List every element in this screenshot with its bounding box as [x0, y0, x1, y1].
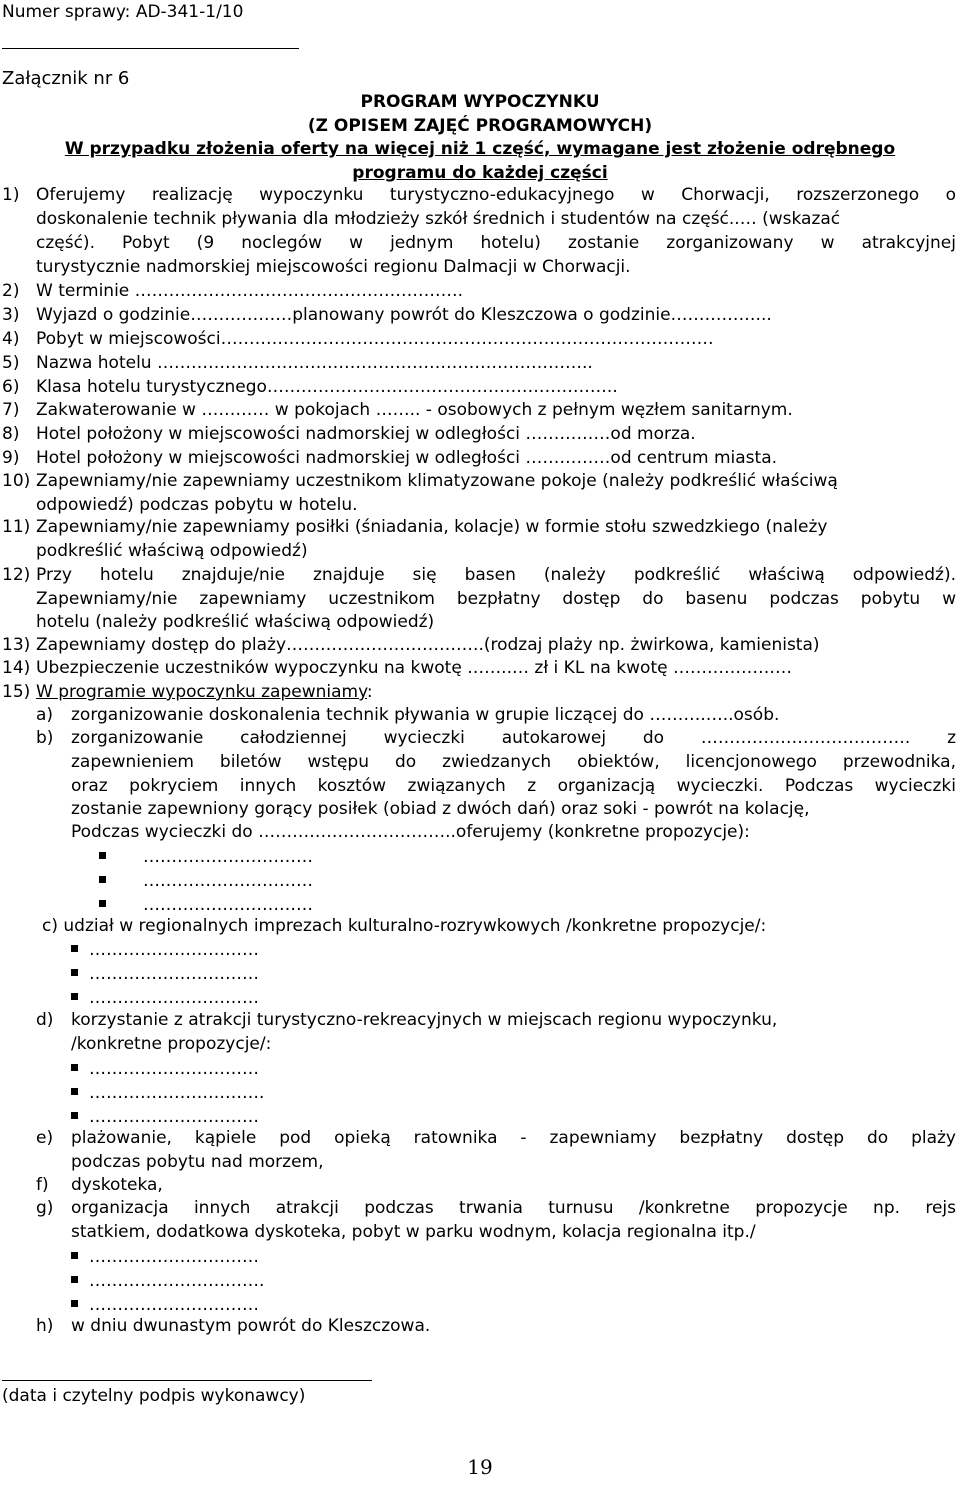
- bullet-marker: [71, 945, 78, 952]
- item-6-number: 6): [2, 377, 20, 397]
- item-7-number: 7): [2, 400, 20, 420]
- item-11-number: 11): [2, 517, 31, 537]
- item-6-text: Klasa hotelu turystycznego……………………………………………………..: [36, 377, 618, 397]
- title-line-4: programu do każdej części: [352, 163, 608, 183]
- sub-c-text: c) udział w regionalnych imprezach kulturalno-rozrywkowych /konkretne propozycje/:: [42, 916, 767, 936]
- item-2-text: W terminie ………………………………………………….: [36, 281, 464, 301]
- sub-g-line-2: statkiem, dodatkowa dyskoteka, pobyt w parku wodnym, kolacja regionalna itp./: [71, 1222, 756, 1242]
- item-15-underlined: W programie wypoczynku zapewniamy: [36, 682, 367, 702]
- case-number: Numer sprawy: AD-341-1/10: [2, 2, 244, 22]
- sub-b-bullet-2: …………………………: [143, 871, 313, 891]
- item-1-line-4: turystycznie nadmorskiej miejscowości regionu Dalmacji w Chorwacji.: [36, 257, 631, 277]
- item-9-text: Hotel położony w miejscowości nadmorskiej w odległości ……………od centrum miasta.: [36, 448, 778, 468]
- sub-g-line-1: organizacja innych atrakcji podczas trwania turnusu /konkretne propozycje np. rejs: [71, 1198, 956, 1218]
- sub-f-text: dyskoteka,: [71, 1175, 163, 1195]
- title-line-3: W przypadku złożenia oferty na więcej niż 1 część, wymagane jest złożenie odrębnego: [64, 139, 896, 159]
- item-1-number: 1): [2, 185, 20, 205]
- item-5-number: 5): [2, 353, 20, 373]
- sub-c-bullet-2: …………………………: [89, 964, 259, 984]
- item-8-text: Hotel położony w miejscowości nadmorskiej w odległości ……………od morza.: [36, 424, 696, 444]
- signature-caption: (data i czytelny podpis wykonawcy): [2, 1386, 306, 1406]
- sub-b-bullet-3: …………………………: [143, 895, 313, 915]
- bullet-marker: [71, 1112, 78, 1119]
- bullet-marker: [71, 1252, 78, 1259]
- sub-b-bullet-1: …………………………: [143, 847, 313, 867]
- item-12-number: 12): [2, 565, 31, 585]
- title-line-2: (Z OPISEM ZAJĘĆ PROGRAMOWYCH): [307, 116, 653, 136]
- sub-c-bullet-3: …………………………: [89, 988, 259, 1008]
- item-13-number: 13): [2, 635, 31, 655]
- sub-g-letter: g): [36, 1198, 54, 1218]
- bullet-marker: [71, 1300, 78, 1307]
- item-1-line-1: Oferujemy realizację wypoczynku turystyczno-edukacyjnego w Chorwacji, rozszerzonego o: [36, 185, 956, 205]
- item-9-number: 9): [2, 448, 20, 468]
- item-15-number: 15): [2, 682, 31, 702]
- item-12-line-1: Przy hotelu znajduje/nie znajduje się basen (należy podkreślić właściwą odpowiedź).: [36, 565, 956, 585]
- sub-b-line-3: oraz pokryciem innych kosztów związanych z organizacją wycieczki. Podczas wycieczki: [71, 776, 956, 796]
- item-8-number: 8): [2, 424, 20, 444]
- sub-b-line-2: zapewnieniem biletów wstępu do zwiedzanych obiektów, licencjonowego przewodnika,: [71, 752, 956, 772]
- item-11-line-1: Zapewniamy/nie zapewniamy posiłki (śniadania, kolacje) w formie stołu szwedzkiego (należy: [36, 517, 828, 537]
- sub-d-letter: d): [36, 1010, 54, 1030]
- item-15-colon: :: [366, 682, 373, 702]
- sub-g-bullet-3: …………………………: [89, 1295, 259, 1315]
- item-7-text: Zakwaterowanie w ………… w pokojach …….. - osobowych z pełnym węzłem sanitarnym.: [36, 400, 793, 420]
- sub-e-line-1: plażowanie, kąpiele pod opieką ratownika - zapewniamy bezpłatny dostęp do plaży: [71, 1128, 956, 1148]
- sub-d-bullet-2: ………………………….: [89, 1083, 265, 1103]
- item-4-number: 4): [2, 329, 20, 349]
- sub-d-bullet-3: …………………………: [89, 1107, 259, 1127]
- item-12-line-2: Zapewniamy/nie zapewniamy uczestnikom bezpłatny dostęp do basenu podczas pobytu w: [36, 589, 956, 609]
- item-14-number: 14): [2, 658, 31, 678]
- bullet-marker: [71, 1276, 78, 1283]
- item-5-text: Nazwa hotelu …………………………………………………………………..: [36, 353, 593, 373]
- sub-h-letter: h): [36, 1316, 54, 1336]
- sub-b-line-5: Podczas wycieczki do ……………………………..oferujemy (konkretne propozycje):: [71, 822, 750, 842]
- attachment-label: Załącznik nr 6: [2, 68, 130, 89]
- bullet-marker: [99, 900, 106, 907]
- bullet-marker: [71, 993, 78, 1000]
- sub-d-line-1: korzystanie z atrakcji turystyczno-rekreacyjnych w miejscach regionu wypoczynku,: [71, 1010, 778, 1030]
- sub-g-bullet-1: …………………………: [89, 1247, 259, 1267]
- item-2-number: 2): [2, 281, 20, 301]
- item-1-line-2: doskonalenie technik pływania dla młodzieży szkół średnich i studentów na część..… (wskazać: [36, 209, 841, 229]
- item-14-text: Ubezpieczenie uczestników wypoczynku na kwotę ……..… zł i KL na kwotę …………………: [36, 658, 792, 678]
- title-line-1: PROGRAM WYPOCZYNKU: [360, 92, 600, 112]
- bullet-marker: [71, 1064, 78, 1071]
- sub-a-letter: a): [36, 705, 54, 725]
- sub-f-letter: f): [36, 1175, 49, 1195]
- item-10-line-2: odpowiedź) podczas pobytu w hotelu.: [36, 495, 358, 515]
- sub-e-line-2: podczas pobytu nad morzem,: [71, 1152, 324, 1172]
- bullet-marker: [99, 876, 106, 883]
- sub-d-line-2: /konkretne propozycje/:: [71, 1034, 272, 1054]
- bullet-marker: [71, 1088, 78, 1095]
- item-3-text: Wyjazd o godzinie………………planowany powrót do Kleszczowa o godzinie……………...: [36, 305, 772, 325]
- sub-b-letter: b): [36, 728, 54, 748]
- sub-a-text: zorganizowanie doskonalenia technik pływania w grupie liczącej do ……….…..osób.: [71, 705, 780, 725]
- item-3-number: 3): [2, 305, 20, 325]
- item-4-text: Pobyt w miejscowości……………………………………………………………………………: [36, 329, 714, 349]
- sub-c-bullet-1: …………………………: [89, 940, 259, 960]
- item-10-line-1: Zapewniamy/nie zapewniamy uczestnikom klimatyzowane pokoje (należy podkreślić właściwą: [36, 471, 838, 491]
- sub-h-text: w dniu dwunastym powrót do Kleszczowa.: [71, 1316, 431, 1336]
- sub-e-letter: e): [36, 1128, 54, 1148]
- page-number: 19: [467, 1455, 493, 1479]
- signature-rule: [2, 1380, 372, 1381]
- sub-d-bullet-1: …………………………: [89, 1059, 259, 1079]
- bullet-marker: [99, 852, 106, 859]
- sub-g-bullet-2: ………………………….: [89, 1271, 265, 1291]
- item-12-line-3: hotelu (należy podkreślić właściwą odpowiedź): [36, 612, 435, 632]
- sub-b-line-1: zorganizowanie całodziennej wycieczki autokarowej do ………………………………. z: [71, 728, 956, 748]
- bullet-marker: [71, 969, 78, 976]
- item-13-text: Zapewniamy dostęp do plaży……………………………..(rodzaj plaży np. żwirkowa, kamienista): [36, 635, 820, 655]
- header-rule: [2, 48, 299, 49]
- item-1-line-3: część). Pobyt (9 noclegów w jednym hotelu) zostanie zorganizowany w atrakcyjnej: [36, 233, 956, 253]
- item-11-line-2: podkreślić właściwą odpowiedź): [36, 541, 308, 561]
- item-15-text: [36, 680, 373, 704]
- item-10-number: 10): [2, 471, 31, 491]
- sub-b-line-4: zostanie zapewniony gorący posiłek (obiad z dwóch dań) oraz soki - powrót na kolację,: [71, 799, 810, 819]
